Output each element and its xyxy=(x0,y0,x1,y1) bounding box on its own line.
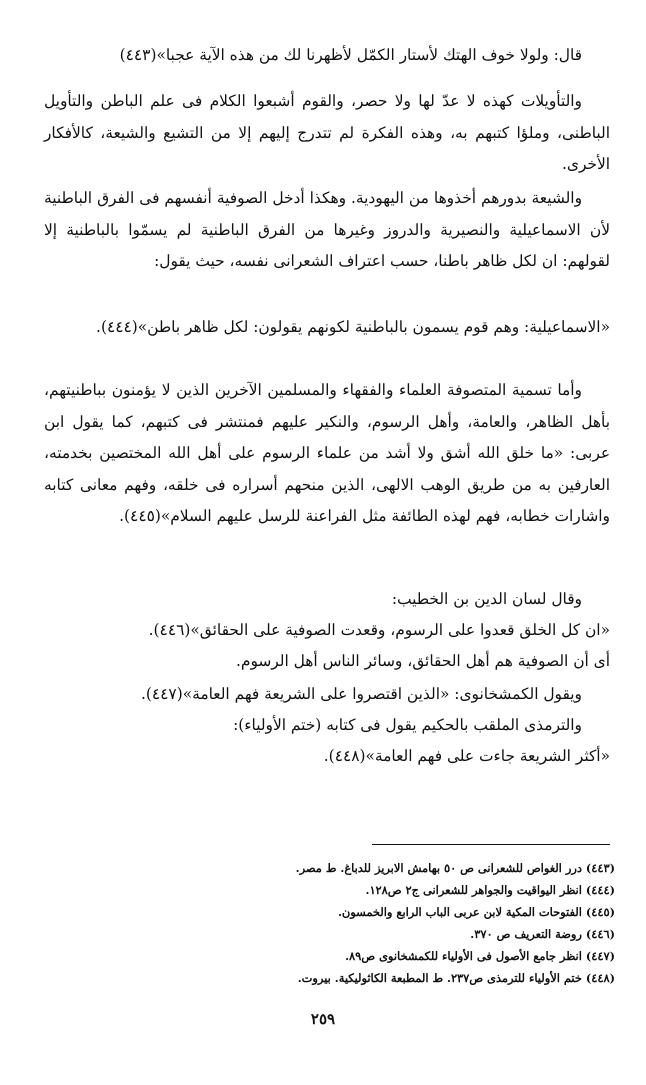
footnote-446: (٤٤٦) روضة التعريف ص ٣٧٠. xyxy=(470,927,615,941)
paragraph-2: والتأويلات كهذه لا عدّ لها ولا حصر، والقوم أشبعوا الكلام فى علم الباطن والتأويل الباطنى، وملؤا كتبهم به، وهذه الفكرة لم تتدرج إليهم إلا من التشيع والشيعة، كالأفكار الأخرى. xyxy=(44,92,610,173)
footnote-separator xyxy=(372,844,610,845)
line-lisan-al-din: وقال لسان الدين بن الخطيب: xyxy=(391,590,582,608)
footnote-447: (٤٤٧) انظر جامع الأصول فى الأولياء للكمشخانوى ص٨٩. xyxy=(345,949,615,963)
footnote-444: (٤٤٤) انظر اليواقيت والجواهر للشعرانى ج٢ ص١٢٨. xyxy=(365,883,615,897)
quote-tirmidhi: «أكثر الشريعة جاءت على فهم العامة»(٤٤٨). xyxy=(323,747,610,765)
footnote-443: (٤٤٣) درر الغواص للشعرانى ص ٥٠ بهامش الابريز للدباغ. ط مصر. xyxy=(295,861,615,875)
quote-kumushkhanawi: ويقول الكمشخانوى: «الذين اقتصروا على الشريعة فهم العامة»(٤٤٧). xyxy=(140,685,582,703)
paragraph-5: وأما تسمية المتصوفة العلماء والفقهاء والمسلمين الآخرين الذين لا يؤمنون بباطنيتهم، بأهل الظاهر، والعامة، وأهل الرسوم، والنكير عليهم فمنتشر فى كتبهم، كما يقول ابن عربى: «ما خلق الله أشق ولا أشد من علماء الرسوم على أهل الله المختصين بخدمته، العارفين به من طريق الوهب الالهى، الذين منحهم أسراره فى خلقه، وفهم معانى كتابه واشارات خطابه، فهم لهذه الطائفة مثل الفراعنة للرسل عليهم السلام»(٤٤٥). xyxy=(44,381,610,525)
page-number: ٢٥٩ xyxy=(310,1010,336,1028)
quote-lisan-al-din: «ان كل الخلق قعدوا على الرسوم، وقعدت الصوفية على الحقائق»(٤٤٦). xyxy=(148,621,610,639)
quote-ismailiyya: «الاسماعيلية: وهم قوم يسمون بالباطنية لكونهم يقولون: لكل ظاهر باطن»(٤٤٤). xyxy=(96,318,610,336)
line-tirmidhi: والترمذى الملقب بالحكيم يقول فى كتابه (ختم الأولياء): xyxy=(233,716,582,734)
footnote-448: (٤٤٨) ختم الأولياء للترمذى ص٢٣٧. ط المطبعة الكاثوليكية. بيروت. xyxy=(297,971,615,985)
paragraph-3: والشيعة بدورهم أخذوها من اليهودية. وهكذا أدخل الصوفية أنفسهم فى الفرق الباطنية لأن الاسماعيلية والنصيرية والدروز وغيرها من الفرق الباطنية لم يسمّوا بالباطنية إلا لقولهم: ان لكل ظاهر باطنا، حسب اعتراف الشعرانى نفسه، حيث يقول: xyxy=(44,189,610,270)
paragraph-1: قال: ولولا خوف الهتك لأستار الكمّل لأظهرنا لك من هذه الآية عجبا»(٤٤٣) xyxy=(119,46,582,64)
line-explanation: أى أن الصوفية هم أهل الحقائق، وسائر الناس أهل الرسوم. xyxy=(236,652,610,670)
footnote-445: (٤٤٥) الفتوحات المكية لابن عربى الباب الرابع والخمسون. xyxy=(337,905,615,919)
